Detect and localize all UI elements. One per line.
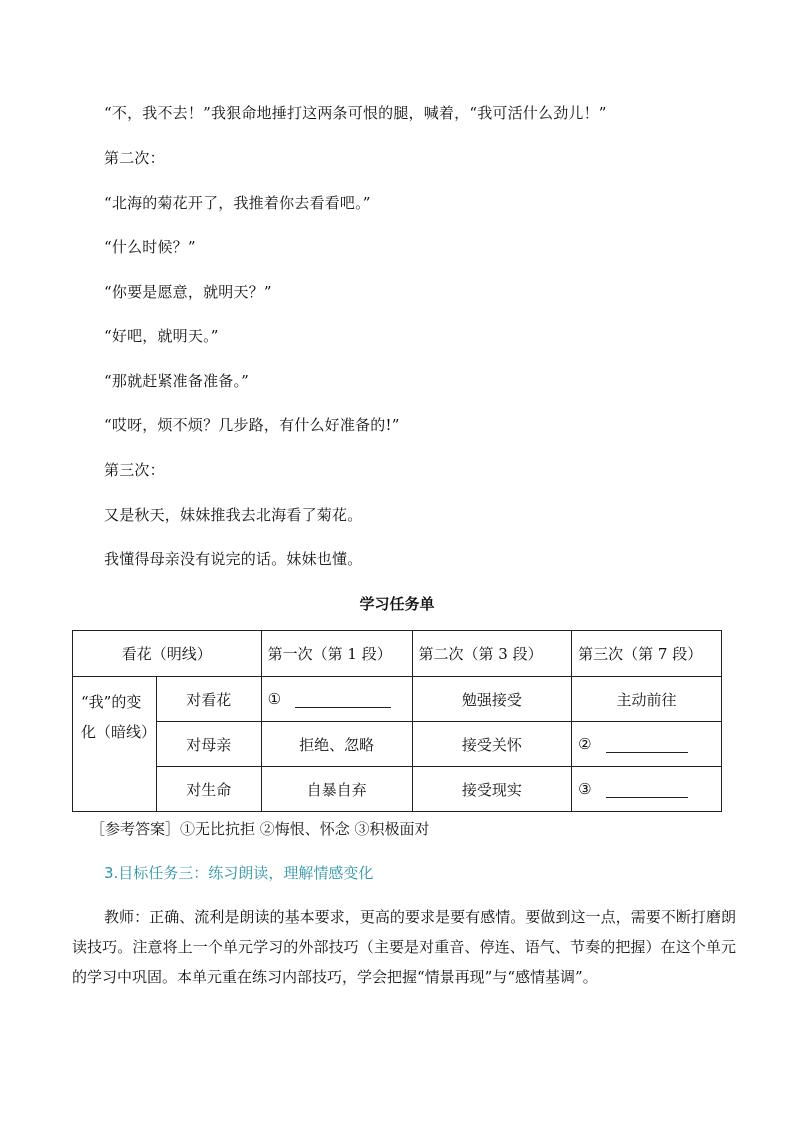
section-heading: 3.目标任务三：练习朗读，理解情感变化 — [104, 864, 374, 882]
table-cell: 接受现实 — [412, 767, 572, 812]
table-cell: 接受关怀 — [412, 722, 572, 767]
task-sheet-title: 学习任务单 — [359, 595, 435, 613]
blank-marker: ① — [267, 690, 282, 708]
blank-cell-3 — [572, 767, 722, 812]
group-label-cell: “我”的变化（暗线） — [73, 677, 157, 812]
header-cell-second: 第二次（第 3 段） — [412, 631, 572, 677]
blank-cell-2 — [572, 722, 722, 767]
teacher-paragraph: 教师：正确、流利是朗读的基本要求，更高的要求是要有感情。要做到这一点，需要不断打磨朗读技巧。注意将上一个单元学习的外部技巧（主要是对重音、停连、语气、节奏的把握）在这个单元的学习中巩固。本单元重在练习内部技巧，学会把握“情景再现”与“感情基调”。 — [72, 908, 736, 986]
dialogue-line-1: “不，我不去！”我狠命地捶打这两条可恨的腿，喊着，“我可活什么劲儿！” — [104, 104, 607, 122]
blank-cell-1 — [261, 677, 412, 722]
dialogue-line-8: “哎呀，烦不烦？几步路，有什么好准备的!” — [104, 416, 400, 434]
fill-blank-line — [606, 738, 688, 753]
blank-marker: ② — [578, 735, 592, 753]
header-cell-clue: 看花（明线） — [73, 631, 262, 677]
header-cell-third: 第三次（第 7 段） — [572, 631, 722, 677]
fill-blank-line — [606, 783, 688, 798]
table-cell: 主动前往 — [572, 677, 722, 722]
dialogue-line-3: “北海的菊花开了，我推着你去看看吧。” — [104, 194, 371, 212]
table-cell: 拒绝、忽略 — [261, 722, 412, 767]
table-row — [73, 722, 722, 767]
reference-answer: ［参考答案］①无比抗拒 ②悔恨、怀念 ③积极面对 — [90, 820, 430, 838]
table-row — [73, 767, 722, 812]
table-cell: 勉强接受 — [412, 677, 572, 722]
blank-marker: ③ — [578, 780, 592, 798]
dialogue-line-6: “好吧，就明天。” — [104, 327, 219, 345]
row-label: 对母亲 — [156, 722, 261, 767]
dialogue-line-5: “你要是愿意，就明天？” — [104, 283, 272, 301]
task-sheet-table — [72, 630, 722, 812]
header-cell-first: 第一次（第 1 段） — [261, 631, 412, 677]
dialogue-line-9: 第三次： — [104, 461, 165, 479]
table-cell: 自暴自弃 — [261, 767, 412, 812]
dialogue-line-7: “那就赶紧准备准备。” — [104, 372, 250, 390]
dialogue-line-2: 第二次： — [104, 149, 165, 167]
row-label: 对生命 — [156, 767, 261, 812]
dialogue-line-11: 我懂得母亲没有说完的话。妹妹也懂。 — [104, 550, 363, 568]
fill-blank-line — [295, 693, 391, 708]
table-row — [73, 677, 722, 722]
dialogue-line-4: “什么时候？” — [104, 238, 196, 256]
table-header-row — [73, 631, 722, 677]
row-label: 对看花 — [156, 677, 261, 722]
dialogue-line-10: 又是秋天，妹妹推我去北海看了菊花。 — [104, 506, 363, 524]
